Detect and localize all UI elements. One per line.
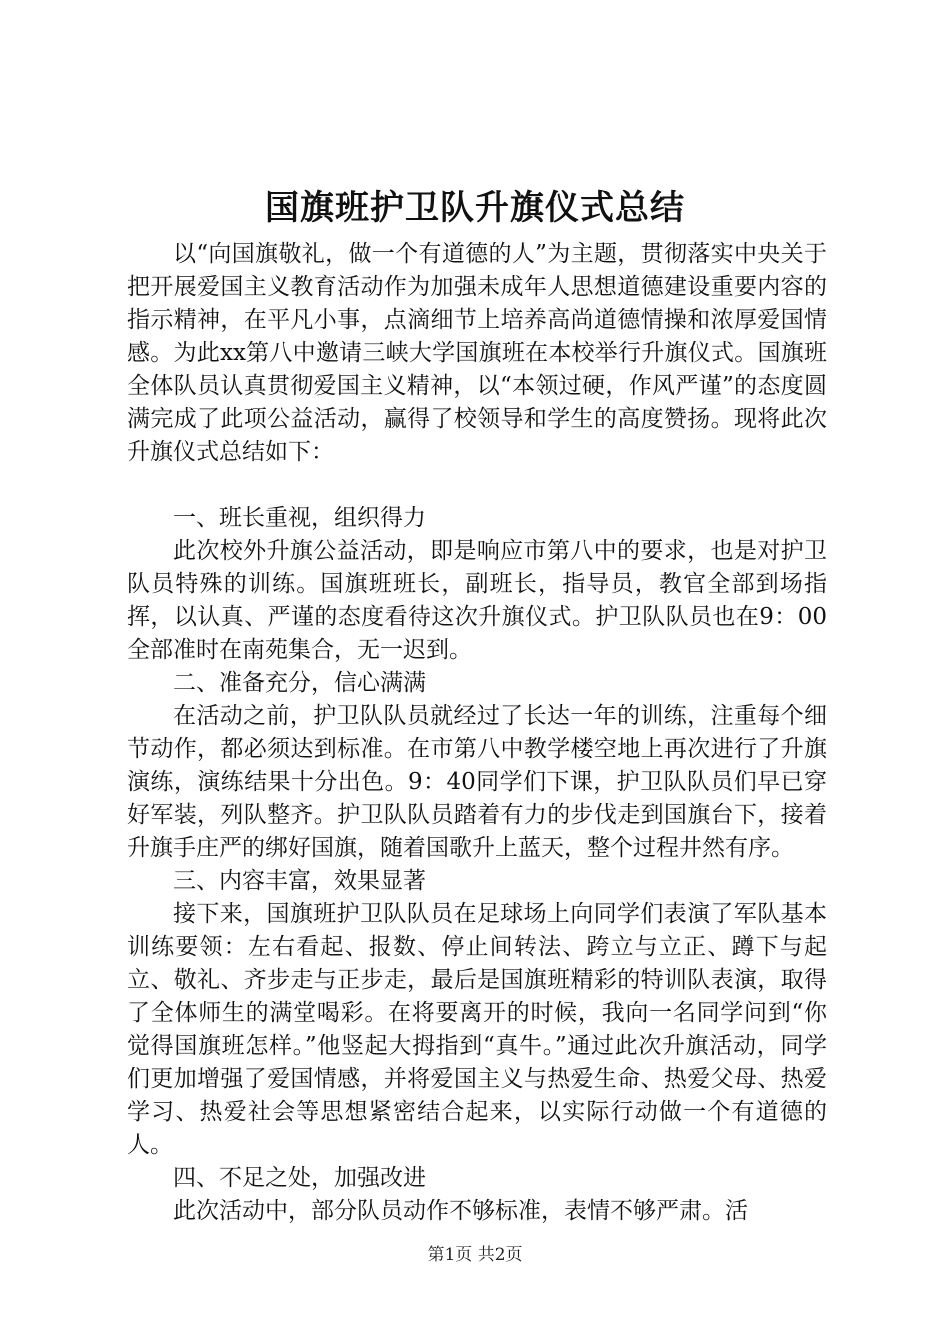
- section-paragraph-3: 接下来，国旗班护卫队队员在足球场上向同学们表演了军队基本训练要领：左右看起、报数、停止间转法、跨立与立正、蹲下与起立、敬礼、齐步走与正步走，最后是国旗班精彩的特训队表演，取得了全体师生的满堂喝彩。在将要离开的时候，我向一名同学问到“你觉得国旗班怎样。”他竖起大拇指到“真牛。”通过此次升旗活动，同学们更加增强了爱国情感，并将爱国主义与热爱生命、热爱父母、热爱学习、热爱社会等思想紧密结合起来，以实际行动做一个有道德的人。: [127, 901, 827, 1158]
- section-heading-1: 一、班长重视，组织得力: [173, 505, 426, 531]
- section-paragraph-1: 此次校外升旗公益活动，即是响应市第八中的要求，也是对护卫队员特殊的训练。国旗班班长，副班长，指导员，教官全部到场指挥，以认真、严谨的态度看待这次升旗仪式。护卫队队员也在9：00全部准时在南苑集合，无一迟到。: [127, 538, 827, 663]
- document-body: [127, 238, 827, 1228]
- section-heading-3: 三、内容丰富，效果显著: [173, 868, 426, 894]
- section-heading-2: 二、准备充分，信心满满: [173, 670, 426, 696]
- document-title: 国旗班护卫队升旗仪式总结: [265, 188, 685, 228]
- intro-paragraph: 以“向国旗敬礼，做一个有道德的人”为主题，贯彻落实中央关于把开展爱国主义教育活动作为加强未成年人思想道德建设重要内容的指示精神，在平凡小事，点滴细节上培养高尚道德情操和浓厚爱国情感。为此xx第八中邀请三峡大学国旗班在本校举行升旗仪式。国旗班全体队员认真贯彻爱国主义精神，以“本领过硬，作风严谨”的态度圆满完成了此项公益活动，赢得了校领导和学生的高度赞扬。现将此次升旗仪式总结如下：: [127, 241, 827, 465]
- section-heading-4: 四、不足之处，加强改进: [173, 1165, 426, 1191]
- page-number-footer: 第1页 共2页: [427, 1245, 523, 1265]
- section-paragraph-2: 在活动之前，护卫队队员就经过了长达一年的训练，注重每个细节动作，都必须达到标准。在市第八中教学楼空地上再次进行了升旗演练，演练结果十分出色。9：40同学们下课，护卫队队员们早已穿好军装，列队整齐。护卫队队员踏着有力的步伐走到国旗台下，接着升旗手庄严的绑好国旗，随着国歌升上蓝天，整个过程井然有序。: [127, 703, 827, 861]
- section-paragraph-4: 此次活动中，部分队员动作不够标准，表情不够严肃。活: [173, 1198, 748, 1224]
